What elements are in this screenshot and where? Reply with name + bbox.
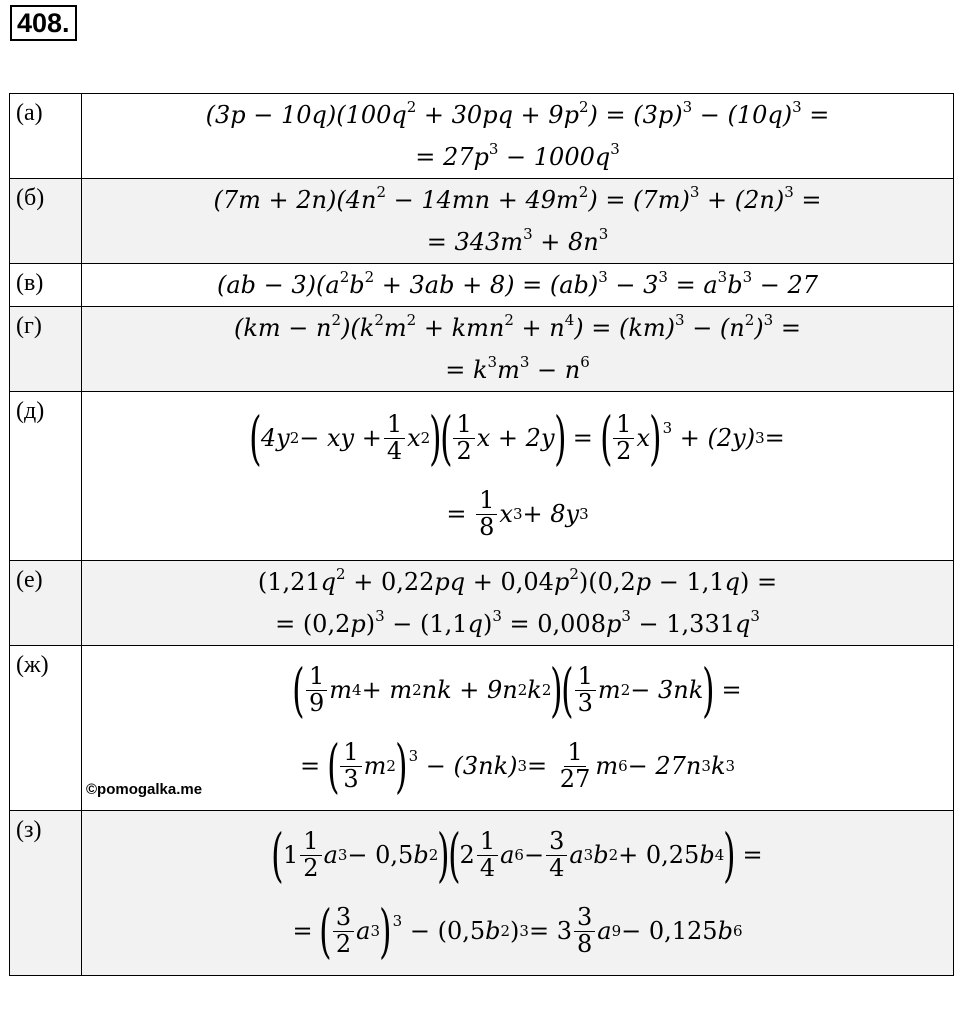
row-label: (г): [10, 307, 82, 392]
row-label: (е): [10, 561, 82, 646]
row-label: (а): [10, 94, 82, 179]
watermark: ©pomogalka.me: [86, 781, 203, 798]
row-label: (б): [10, 179, 82, 264]
table-row: [10, 811, 954, 976]
row-label: (з): [10, 811, 82, 976]
formula: $(1,21q^2 + 0,22pq + 0,04p^2)(0,2p - 1,1q)$ = = $(0,2p)^3 - (1,1q)^3 = 0,008p^3 - 1,331q^3$: [82, 561, 954, 646]
formula: $(ab - 3)(a^2b^2 + 3ab + 8) = (ab)^3 - 3^3 = a^3b^3 - 27$: [82, 264, 954, 307]
formula: ( 4y 2 − xy + $\frac{1}{4}$ x 2 ) ( $\frac{1}{2}$ x + 2y ) = ( $\frac{1}{2}$ x ) 3 + (2y) 3 = = $\frac{1}{8}$ x 3 + 8y 3: [82, 392, 954, 561]
table-row: [10, 94, 954, 179]
formula: $(7m + 2n)(4n^2 - 14mn + 49m^2) = (7m)^3 + (2n)^3$ = = $343m^3 + 8n^3$: [82, 179, 954, 264]
solutions-table: [9, 93, 954, 976]
table-row: [10, 179, 954, 264]
formula: ( 1 $\frac{1}{2}$ a 3 − 0,5 b 2 ) ( 2 $\frac{1}{4}$ a 6 − $\frac{3}{4}$ a 3 b 2 + 0,25 b 4 ) = = ( $\frac{3}{2}$ a 3 ) 3 − (0,5 b 2 ) 3 = 3 $\frac{3}{8}$ a 9 − 0,125 b 6: [82, 811, 954, 976]
formula: $(km - n^2)(k^2m^2 + kmn^2 + n^4) = (km)^3 - (n^2)^3$ = = $k^3m^3 - n^6$: [82, 307, 954, 392]
table-row: [10, 307, 954, 392]
table-row: [10, 561, 954, 646]
table-row: [10, 392, 954, 561]
formula: $(3p - 10q)(100q^2 + 30pq + 9p^2) = (3p)^3 - (10q)^3$ = = $27p^3 - 1000q^3$: [82, 94, 954, 179]
row-label: (в): [10, 264, 82, 307]
row-label: (ж): [10, 646, 82, 811]
row-label: (д): [10, 392, 82, 561]
table-row: [10, 264, 954, 307]
task-number: 408.: [10, 5, 77, 41]
formula: ( $\frac{1}{9}$ m 4 + m 2 nk + 9n 2 k 2 ) ( $\frac{1}{3}$ m 2 − 3nk ) = = ( $\frac{1}{3}$ m 2 ) 3 − (3nk) 3 = $\frac{1}{27}$ m 6 − 27n 3 k 3: [82, 646, 954, 811]
